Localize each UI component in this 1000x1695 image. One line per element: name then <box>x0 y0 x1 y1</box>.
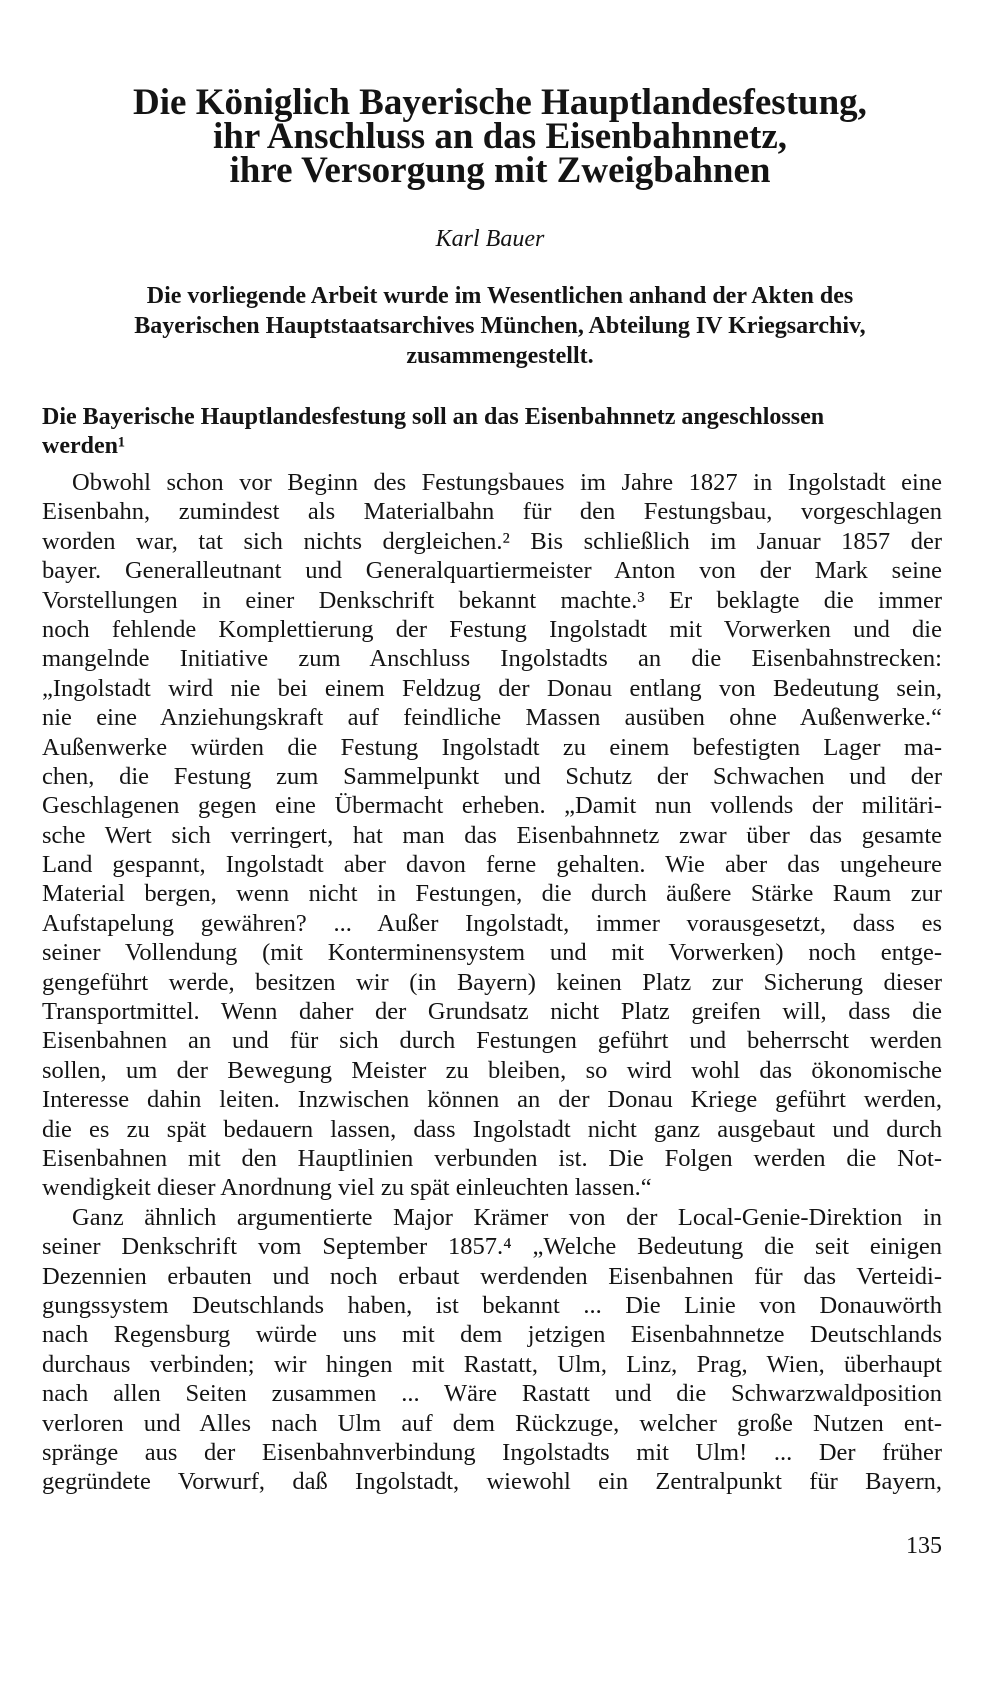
body-line: spränge aus der Eisenbahnverbindung Ingolstadts mit Ulm! ... Der früher <box>42 1438 942 1466</box>
section-heading <box>42 403 942 461</box>
body-line: Ganz ähnlich argumentierte Major Krämer von der Local-Genie-Direktion in <box>72 1203 942 1231</box>
body-line: sche Wert sich verringert, hat man das Eisenbahnnetz zwar über das gesamte <box>42 821 942 849</box>
body-line: nie eine Anziehungskraft auf feindliche Massen ausüben ohne Außenwerke.“ <box>42 704 942 732</box>
body-line: gungssystem Deutschlands haben, ist bekannt ... Die Linie von Donauwörth <box>42 1291 942 1319</box>
body-line: chen, die Festung zum Sammelpunkt und Schutz der Schwachen und der <box>42 762 942 790</box>
body-line: gegründete Vorwurf, daß Ingolstadt, wiewohl ein Zentralpunkt für Bayern, <box>42 1468 942 1496</box>
body-line: Vorstellungen in einer Denkschrift bekannt machte.³ Er beklagte die immer <box>42 586 942 614</box>
body-line: seiner Denkschrift vom September 1857.⁴ „Welche Bedeutung die seit einigen <box>42 1233 942 1261</box>
body-line: gengeführt werde, besitzen wir (in Bayern) keinen Platz zur Sicherung dieser <box>42 968 942 996</box>
body-line: bayer. Generalleutnant und Generalquartiermeister Anton von der Mark seine <box>42 557 942 585</box>
body-line: Obwohl schon vor Beginn des Festungsbaues im Jahre 1827 in Ingolstadt eine <box>72 469 942 496</box>
title-line: Die Königlich Bayerische Hauptlandesfestung, <box>133 82 867 123</box>
body-line: Transportmittel. Wenn daher der Grundsatz nicht Platz greifen will, dass die <box>42 998 942 1026</box>
body-line: noch fehlende Komplettierung der Festung Ingolstadt mit Vorwerken und die <box>42 615 942 643</box>
body-line: Land gespannt, Ingolstadt aber davon ferne gehalten. Wie aber das ungeheure <box>42 851 942 879</box>
body-line: seiner Vollendung (mit Konterminensystem und mit Vorwerken) noch entge- <box>42 939 942 967</box>
body-line: nach Regensburg würde uns mit dem jetzigen Eisenbahnnetze Deutschlands <box>42 1321 942 1349</box>
body-line: Interesse dahin leiten. Inzwischen können an der Donau Kriege geführt werden, <box>42 1086 942 1114</box>
body-line: Eisenbahnen an und für sich durch Festungen geführt und beherrscht werden <box>42 1027 942 1055</box>
body-line: nach allen Seiten zusammen ... Wäre Rastatt und die Schwarzwaldposition <box>42 1380 942 1408</box>
section-heading-line: werden¹ <box>42 433 126 459</box>
body-line: Geschlagenen gegen eine Übermacht erheben. „Damit nun vollends der militäri- <box>42 792 942 820</box>
author-name: Karl Bauer <box>435 226 545 252</box>
abstract-note <box>70 281 930 371</box>
body-line: „Ingolstadt wird nie bei einem Feldzug der Donau entlang von Bedeutung sein, <box>42 674 942 702</box>
body-line: die es zu spät bedauern lassen, dass Ingolstadt nicht ganz ausgebaut und durch <box>42 1115 942 1143</box>
title-line: ihre Versorgung mit Zweigbahnen <box>229 150 771 191</box>
section-heading-line: Die Bayerische Hauptlandesfestung soll an das Eisenbahnnetz angeschlossen <box>42 404 825 430</box>
body-line: Eisenbahnen mit den Hauptlinien verbunden ist. Die Folgen werden die Not- <box>42 1144 942 1172</box>
body-line: Eisenbahn, zumindest als Materialbahn für den Festungsbau, vorgeschlagen <box>42 498 942 526</box>
body-text <box>42 468 942 1497</box>
page-number: 135 <box>906 1533 942 1559</box>
body-line: Außenwerke würden die Festung Ingolstadt zu einem befestigten Lager ma- <box>42 733 942 761</box>
abstract-line: zusammengestellt. <box>406 343 594 369</box>
title-line: ihr Anschluss an das Eisenbahnnetz, <box>212 116 788 157</box>
body-line: worden war, tat sich nichts dergleichen.² Bis schließlich im Januar 1857 der <box>42 527 942 555</box>
body-line: Dezennien erbauten und noch erbaut werdenden Eisenbahnen für das Verteidi- <box>42 1262 942 1290</box>
body-line: wendigkeit dieser Anordnung viel zu spät einleuchten lassen.“ <box>42 1174 652 1202</box>
body-line: Material bergen, wenn nicht in Festungen, die durch äußere Stärke Raum zur <box>42 880 942 908</box>
body-line: Aufstapelung gewähren? ... Außer Ingolstadt, immer vorausgesetzt, dass es <box>42 909 942 937</box>
body-line: verloren und Alles nach Ulm auf dem Rückzuge, welcher große Nutzen ent- <box>42 1409 942 1437</box>
body-line: durchaus verbinden; wir hingen mit Rastatt, Ulm, Linz, Prag, Wien, überhaupt <box>42 1350 942 1378</box>
abstract-line: Die vorliegende Arbeit wurde im Wesentlichen anhand der Akten des <box>146 283 854 309</box>
abstract-line: Bayerischen Hauptstaatsarchives München, Abteilung IV Kriegsarchiv, <box>134 313 866 339</box>
page-title <box>70 82 930 191</box>
body-line: mangelnde Initiative zum Anschluss Ingolstadts an die Eisenbahnstrecken: <box>42 645 942 673</box>
body-line: sollen, um der Bewegung Meister zu bleiben, so wird wohl das ökonomische <box>42 1056 942 1084</box>
